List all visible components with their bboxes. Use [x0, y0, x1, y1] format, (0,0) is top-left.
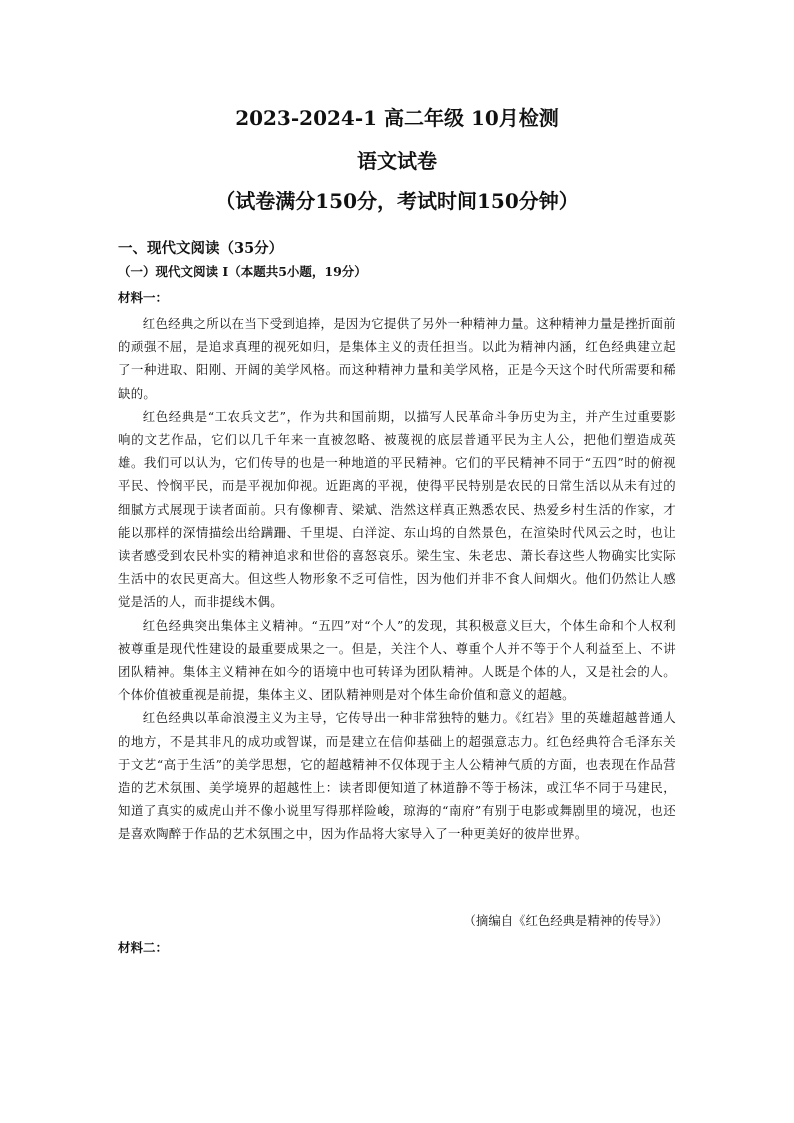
paragraph: 红色经典之所以在当下受到追捧，是因为它提供了另外一种精神力量。这种精神力量是挫折面前的顽强不屈，是追求真理的视死如归，是集体主义的责任担当。以此为精神内涵，红色经典建立起了一种进取、阳刚、开阔的美学风格。而这种精神力量和美学风格，正是今天这个时代所需要和稀缺的。: [118, 316, 676, 401]
material-two-label: 材料二：: [118, 940, 169, 955]
source-citation: （摘编自《红色经典是精神的传导》）: [463, 913, 668, 928]
subject-title: 语文试卷: [357, 149, 437, 173]
material-one-label: 材料一：: [118, 290, 169, 305]
exam-title: 2023-2024-1 高二年级 10月检测: [235, 106, 559, 130]
subsection-heading: （一）现代文阅读 I（本题共5小题，19分）: [118, 264, 367, 279]
paragraph: 红色经典以革命浪漫主义为主导，它传导出一种非常独特的魅力。《红岩》里的英雄超越普通人的地方，不是其非凡的成功或智谋，而是建立在信仰基础上的超强意志力。红色经典符合毛泽东关于文艺“高于生活”的美学思想，它的超越精神不仅体现于主人公精神气质的方面，也表现在作品营造的艺术氛围、美学境界的超越性上：读者即便知道了林道静不等于杨沫，或江华不同于马建民，知道了真实的威虎山并不像小说里写得那样险峻，琼海的“南府”有别于电影或舞剧里的境况，也还是喜欢陶醉于作品的艺术氛围之中，因为作品将大家导入了一种更美好的彼岸世界。: [118, 710, 676, 842]
exam-info: （试卷满分150分，考试时间150分钟）: [215, 189, 579, 213]
section-heading: 一、现代文阅读（35分）: [118, 240, 284, 257]
paragraph: 红色经典是“工农兵文艺”，作为共和国前期，以描写人民革命斗争历史为主，并产生过重要影响的文艺作品，它们以几千年来一直被忽略、被蔑视的底层普通平民为主人公，把他们塑造成英雄。我们可以认为，它们传导的也是一种地道的平民精神。它们的平民精神不同于“五四”时的俯视平民、怜悯平民，而是平视加仰视。近距离的平视，使得平民特别是农民的日常生活以从未有过的细腻方式展现于读者面前。只有像柳青、梁斌、浩然这样真正熟悉农民、热爱乡村生活的作家，才能以那样的深情描绘出给蹒跚、千里堤、白洋淀、东山坞的自然景色，在渲染时代风云之时，也让读者感受到农民朴实的精神追求和世俗的喜怒哀乐。梁生宝、朱老忠、萧长春这些人物确实比实际生活中的农民更高大。但这些人物形象不乏可信性，因为他们并非不食人间烟火。他们仍然让人感觉是活的人，而非提线木偶。: [118, 408, 676, 610]
passage-body: [118, 312, 676, 846]
paragraph: 红色经典突出集体主义精神。“五四”对“个人”的发现，其积极意义巨大，个体生命和个人权利被尊重是现代性建设的最重要成果之一。但是，关注个人、尊重个人并不等于个人利益至上、不讲团队精神。集体主义精神在如今的语境中也可转译为团队精神。人既是个体的人，又是社会的人。个体价值被重视是前提，集体主义、团队精神则是对个体生命价值和意义的超越。: [118, 617, 676, 703]
